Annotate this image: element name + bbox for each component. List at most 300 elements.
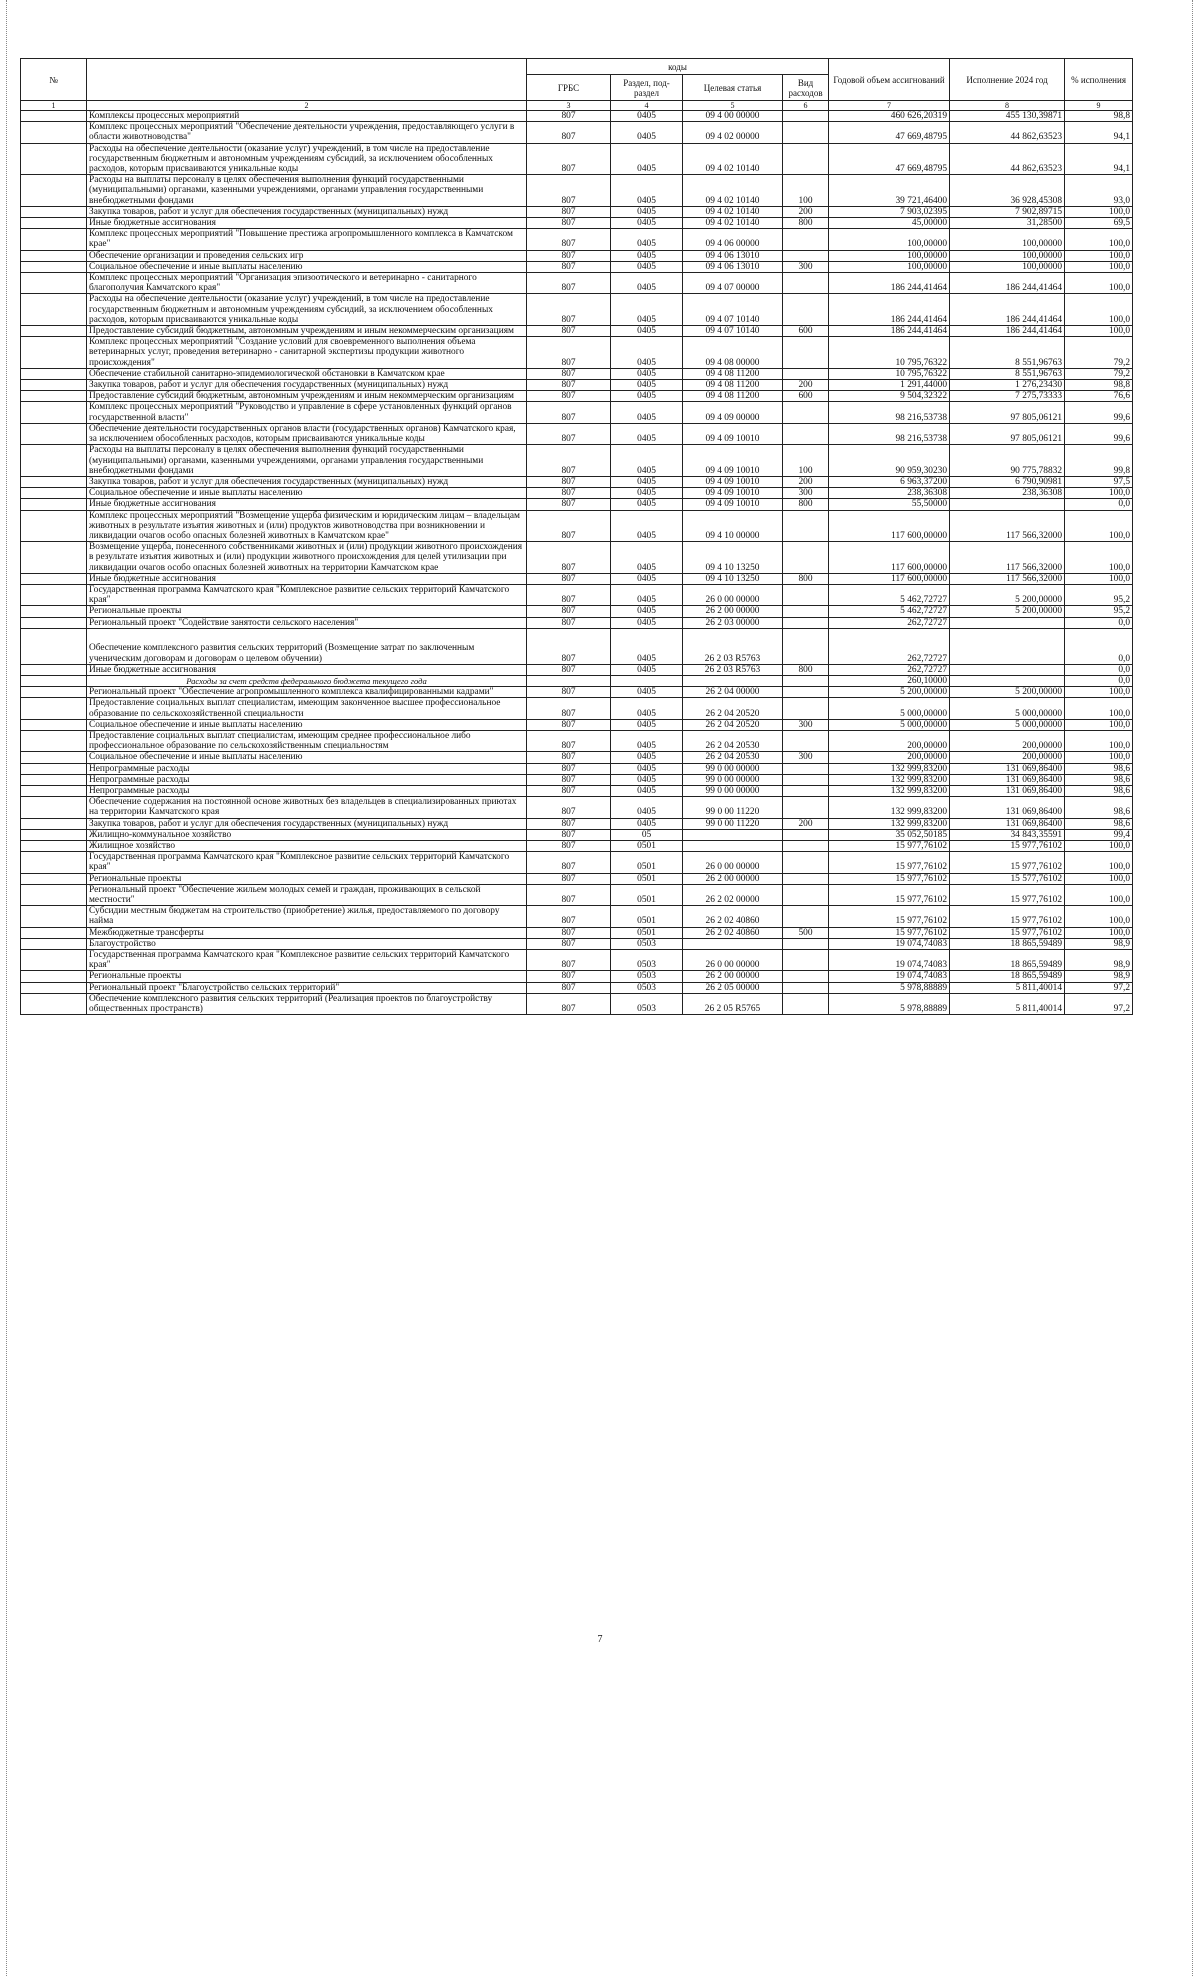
cell-grbs: 807 bbox=[527, 206, 611, 217]
cell-target-article: 26 2 04 20520 bbox=[683, 698, 783, 719]
cell-target-article: 09 4 08 11200 bbox=[683, 391, 783, 402]
cell-plan: 117 600,00000 bbox=[829, 510, 950, 542]
cell-expense-type bbox=[783, 950, 829, 971]
cell-name: Предоставление субсидий бюджетным, автономным учреждениям и иным некоммерческим организациям bbox=[87, 391, 527, 402]
cell-plan: 260,10000 bbox=[829, 675, 950, 686]
cell-pct: 100,0 bbox=[1065, 326, 1133, 337]
cell-plan: 19 074,74083 bbox=[829, 938, 950, 949]
cell-fact bbox=[950, 499, 1065, 510]
table-row bbox=[21, 927, 1133, 938]
cell-grbs: 807 bbox=[527, 687, 611, 698]
cell-fact: 5 000,00000 bbox=[950, 719, 1065, 730]
cell-expense-type bbox=[783, 698, 829, 719]
cell-expense-type bbox=[783, 584, 829, 605]
cell-name: Непрограммные расходы bbox=[87, 774, 527, 785]
cell-num bbox=[21, 785, 87, 796]
cell-plan: 5 978,88889 bbox=[829, 982, 950, 993]
cell-name: Благоустройство bbox=[87, 938, 527, 949]
cell-razdel: 0405 bbox=[611, 380, 683, 391]
cell-num bbox=[21, 664, 87, 675]
cell-plan: 19 074,74083 bbox=[829, 950, 950, 971]
cell-target-article: 09 4 02 10140 bbox=[683, 206, 783, 217]
cell-plan: 90 959,30230 bbox=[829, 445, 950, 477]
cell-plan: 5 000,00000 bbox=[829, 698, 950, 719]
cell-num bbox=[21, 488, 87, 499]
cell-razdel: 0405 bbox=[611, 229, 683, 250]
cell-name: Обеспечение стабильной санитарно-эпидемиологической обстановки в Камчатском крае bbox=[87, 368, 527, 379]
cell-pct: 100,0 bbox=[1065, 250, 1133, 261]
cell-target-article: 26 2 00 00000 bbox=[683, 606, 783, 617]
cell-expense-type bbox=[783, 906, 829, 927]
cell-expense-type bbox=[783, 730, 829, 751]
cell-grbs: 807 bbox=[527, 927, 611, 938]
colnum: 2 bbox=[87, 101, 527, 111]
cell-fact: 131 069,86400 bbox=[950, 774, 1065, 785]
cell-fact: 131 069,86400 bbox=[950, 785, 1065, 796]
cell-expense-type: 200 bbox=[783, 476, 829, 487]
cell-expense-type bbox=[783, 111, 829, 122]
cell-razdel: 0501 bbox=[611, 906, 683, 927]
cell-name: Региональные проекты bbox=[87, 873, 527, 884]
cell-name: Жилищно-коммунальное хозяйство bbox=[87, 829, 527, 840]
cell-num bbox=[21, 752, 87, 763]
cell-plan: 45,00000 bbox=[829, 218, 950, 229]
colnum: 7 bbox=[829, 101, 950, 111]
cell-target-article: 09 4 08 11200 bbox=[683, 368, 783, 379]
cell-plan: 100,00000 bbox=[829, 261, 950, 272]
cell-plan: 100,00000 bbox=[829, 250, 950, 261]
table-row bbox=[21, 841, 1133, 852]
cell-name: Социальное обеспечение и иные выплаты населению bbox=[87, 261, 527, 272]
cell-expense-type bbox=[783, 763, 829, 774]
cell-plan: 262,72727 bbox=[829, 628, 950, 664]
cell-plan: 117 600,00000 bbox=[829, 542, 950, 574]
cell-grbs: 807 bbox=[527, 122, 611, 143]
cell-pct: 98,8 bbox=[1065, 111, 1133, 122]
cell-expense-type bbox=[783, 294, 829, 326]
cell-pct: 100,0 bbox=[1065, 488, 1133, 499]
table-row bbox=[21, 628, 1133, 664]
cell-num bbox=[21, 829, 87, 840]
cell-expense-type bbox=[783, 229, 829, 250]
cell-razdel bbox=[611, 675, 683, 686]
cell-expense-type bbox=[783, 368, 829, 379]
cell-fact: 117 566,32000 bbox=[950, 573, 1065, 584]
cell-plan: 15 977,76102 bbox=[829, 884, 950, 905]
cell-pct: 93,0 bbox=[1065, 175, 1133, 207]
cell-expense-type: 500 bbox=[783, 927, 829, 938]
cell-pct: 99,4 bbox=[1065, 829, 1133, 840]
cell-target-article: 09 4 02 10140 bbox=[683, 218, 783, 229]
cell-grbs: 807 bbox=[527, 906, 611, 927]
cell-razdel: 0405 bbox=[611, 628, 683, 664]
cell-plan: 7 903,02395 bbox=[829, 206, 950, 217]
cell-expense-type bbox=[783, 273, 829, 294]
cell-fact: 15 577,76102 bbox=[950, 873, 1065, 884]
cell-target-article: 99 0 00 00000 bbox=[683, 785, 783, 796]
cell-pct: 100,0 bbox=[1065, 730, 1133, 751]
cell-pct: 76,6 bbox=[1065, 391, 1133, 402]
cell-expense-type bbox=[783, 628, 829, 664]
right-margin-line bbox=[1192, 0, 1193, 1976]
cell-expense-type bbox=[783, 993, 829, 1014]
table-row bbox=[21, 229, 1133, 250]
cell-grbs: 807 bbox=[527, 175, 611, 207]
cell-pct: 100,0 bbox=[1065, 294, 1133, 326]
cell-target-article: 26 2 04 20530 bbox=[683, 730, 783, 751]
cell-num bbox=[21, 573, 87, 584]
cell-target-article bbox=[683, 938, 783, 949]
table-row bbox=[21, 852, 1133, 873]
cell-name: Комплекс процессных мероприятий "Организация эпизоотического и ветеринарно - санитарного благополучия Камчатского края" bbox=[87, 273, 527, 294]
cell-pct: 0,0 bbox=[1065, 628, 1133, 664]
cell-num bbox=[21, 982, 87, 993]
cell-expense-type bbox=[783, 982, 829, 993]
cell-razdel: 0405 bbox=[611, 664, 683, 675]
cell-name: Предоставление социальных выплат специалистам, имеющим среднее профессиональное либо профессиональное образование по сельскохозяйственным специальностям bbox=[87, 730, 527, 751]
cell-fact: 15 977,76102 bbox=[950, 884, 1065, 905]
cell-plan: 47 669,48795 bbox=[829, 143, 950, 175]
table-row bbox=[21, 971, 1133, 982]
cell-grbs: 807 bbox=[527, 111, 611, 122]
cell-expense-type bbox=[783, 774, 829, 785]
cell-fact: 455 130,39871 bbox=[950, 111, 1065, 122]
table-row bbox=[21, 938, 1133, 949]
table-row bbox=[21, 687, 1133, 698]
table-row bbox=[21, 698, 1133, 719]
cell-target-article: 09 4 10 13250 bbox=[683, 573, 783, 584]
cell-expense-type: 800 bbox=[783, 573, 829, 584]
cell-fact: 31,28500 bbox=[950, 218, 1065, 229]
cell-fact: 5 200,00000 bbox=[950, 584, 1065, 605]
cell-target-article: 09 4 06 13010 bbox=[683, 250, 783, 261]
cell-target-article bbox=[683, 675, 783, 686]
cell-plan: 47 669,48795 bbox=[829, 122, 950, 143]
cell-name: Расходы на выплаты персоналу в целях обеспечения выполнения функций государственными (муниципальными) органами, казенными учреждениями, органами управления государственными внебюджетными фондами bbox=[87, 445, 527, 477]
cell-grbs: 807 bbox=[527, 476, 611, 487]
cell-grbs: 807 bbox=[527, 218, 611, 229]
cell-fact: 44 862,63523 bbox=[950, 122, 1065, 143]
cell-plan: 238,36308 bbox=[829, 488, 950, 499]
cell-target-article: 09 4 09 10010 bbox=[683, 423, 783, 444]
colnum: 3 bbox=[527, 101, 611, 111]
cell-grbs: 807 bbox=[527, 884, 611, 905]
cell-plan: 186 244,41464 bbox=[829, 326, 950, 337]
cell-grbs: 807 bbox=[527, 785, 611, 796]
table-row bbox=[21, 774, 1133, 785]
table-body bbox=[21, 111, 1133, 1015]
cell-razdel: 0405 bbox=[611, 785, 683, 796]
colnum: 5 bbox=[683, 101, 783, 111]
cell-pct: 98,6 bbox=[1065, 774, 1133, 785]
cell-target-article: 26 2 02 40860 bbox=[683, 927, 783, 938]
cell-pct: 98,6 bbox=[1065, 818, 1133, 829]
header-razdel: Раздел, под-раздел bbox=[611, 75, 683, 101]
table-row bbox=[21, 111, 1133, 122]
cell-fact: 200,00000 bbox=[950, 752, 1065, 763]
cell-fact: 34 843,35591 bbox=[950, 829, 1065, 840]
cell-razdel: 0405 bbox=[611, 476, 683, 487]
column-number-row bbox=[21, 101, 1133, 111]
cell-target-article: 09 4 02 10140 bbox=[683, 175, 783, 207]
cell-name: Обеспечение организации и проведения сельских игр bbox=[87, 250, 527, 261]
cell-razdel: 0405 bbox=[611, 326, 683, 337]
cell-expense-type: 200 bbox=[783, 206, 829, 217]
cell-num bbox=[21, 763, 87, 774]
cell-target-article: 09 4 07 10140 bbox=[683, 294, 783, 326]
cell-plan: 5 978,88889 bbox=[829, 993, 950, 1014]
cell-target-article: 99 0 00 00000 bbox=[683, 774, 783, 785]
cell-num bbox=[21, 380, 87, 391]
cell-num bbox=[21, 510, 87, 542]
cell-razdel: 0405 bbox=[611, 573, 683, 584]
cell-pct: 100,0 bbox=[1065, 261, 1133, 272]
cell-fact: 131 069,86400 bbox=[950, 818, 1065, 829]
cell-grbs: 807 bbox=[527, 229, 611, 250]
cell-pct: 100,0 bbox=[1065, 873, 1133, 884]
cell-target-article: 99 0 00 00000 bbox=[683, 763, 783, 774]
cell-grbs: 807 bbox=[527, 488, 611, 499]
table-row bbox=[21, 606, 1133, 617]
cell-num bbox=[21, 229, 87, 250]
cell-fact: 36 928,45308 bbox=[950, 175, 1065, 207]
cell-grbs: 807 bbox=[527, 273, 611, 294]
cell-expense-type bbox=[783, 829, 829, 840]
cell-fact bbox=[950, 675, 1065, 686]
cell-expense-type: 300 bbox=[783, 488, 829, 499]
cell-name: Государственная программа Камчатского края "Комплексное развитие сельских территорий Камчатского края" bbox=[87, 852, 527, 873]
cell-plan: 98 216,53738 bbox=[829, 423, 950, 444]
cell-target-article: 26 2 03 R5763 bbox=[683, 664, 783, 675]
cell-name: Предоставление субсидий бюджетным, автономным учреждениям и иным некоммерческим организациям bbox=[87, 326, 527, 337]
cell-name: Комплекс процессных мероприятий "Возмещение ущерба физическим и юридическим лицам – владельцам животных в результате изъятия животных и (или) продуктов животноводства при возникновении и ликвидации очагов особо опасных болезней животных в Камчатском крае" bbox=[87, 510, 527, 542]
table-row bbox=[21, 510, 1133, 542]
cell-expense-type bbox=[783, 938, 829, 949]
cell-fact: 5 811,40014 bbox=[950, 982, 1065, 993]
cell-expense-type bbox=[783, 873, 829, 884]
cell-target-article: 09 4 09 10010 bbox=[683, 499, 783, 510]
cell-fact: 117 566,32000 bbox=[950, 510, 1065, 542]
cell-num bbox=[21, 294, 87, 326]
cell-num bbox=[21, 476, 87, 487]
cell-name: Межбюджетные трансферты bbox=[87, 927, 527, 938]
cell-num bbox=[21, 122, 87, 143]
cell-num bbox=[21, 993, 87, 1014]
table-row bbox=[21, 785, 1133, 796]
cell-pct: 95,2 bbox=[1065, 606, 1133, 617]
table-row bbox=[21, 884, 1133, 905]
cell-target-article: 26 2 02 00000 bbox=[683, 884, 783, 905]
cell-target-article: 09 4 09 10010 bbox=[683, 476, 783, 487]
table-row bbox=[21, 402, 1133, 423]
table-row bbox=[21, 391, 1133, 402]
cell-fact: 44 862,63523 bbox=[950, 143, 1065, 175]
cell-pct: 79,2 bbox=[1065, 368, 1133, 379]
cell-target-article: 26 2 04 20520 bbox=[683, 719, 783, 730]
cell-grbs: 807 bbox=[527, 423, 611, 444]
table-row bbox=[21, 326, 1133, 337]
table-row bbox=[21, 445, 1133, 477]
cell-fact: 5 200,00000 bbox=[950, 606, 1065, 617]
cell-pct: 94,1 bbox=[1065, 122, 1133, 143]
page-number: 7 bbox=[597, 1634, 603, 1645]
cell-num bbox=[21, 218, 87, 229]
cell-razdel: 0405 bbox=[611, 763, 683, 774]
cell-name: Государственная программа Камчатского края "Комплексное развитие сельских территорий Камчатского края" bbox=[87, 584, 527, 605]
cell-razdel: 0405 bbox=[611, 294, 683, 326]
cell-grbs: 807 bbox=[527, 606, 611, 617]
cell-razdel: 0405 bbox=[611, 774, 683, 785]
table-row bbox=[21, 664, 1133, 675]
cell-expense-type bbox=[783, 971, 829, 982]
header-pct: % исполнения bbox=[1065, 59, 1133, 101]
cell-num bbox=[21, 884, 87, 905]
cell-grbs: 807 bbox=[527, 143, 611, 175]
table-row bbox=[21, 573, 1133, 584]
cell-plan: 132 999,83200 bbox=[829, 774, 950, 785]
cell-plan: 262,72727 bbox=[829, 617, 950, 628]
cell-name: Государственная программа Камчатского края "Комплексное развитие сельских территорий Камчатского края" bbox=[87, 950, 527, 971]
cell-pct: 100,0 bbox=[1065, 852, 1133, 873]
cell-razdel: 0405 bbox=[611, 797, 683, 818]
cell-plan: 5 462,72727 bbox=[829, 606, 950, 617]
cell-name: Комплекс процессных мероприятий "Повышение престижа агропромышленного комплекса в Камчатском крае" bbox=[87, 229, 527, 250]
cell-razdel: 0405 bbox=[611, 752, 683, 763]
cell-num bbox=[21, 687, 87, 698]
cell-expense-type: 800 bbox=[783, 499, 829, 510]
cell-name: Комплексы процессных мероприятий bbox=[87, 111, 527, 122]
cell-pct: 100,0 bbox=[1065, 229, 1133, 250]
cell-razdel: 0405 bbox=[611, 337, 683, 369]
cell-plan: 15 977,76102 bbox=[829, 873, 950, 884]
cell-grbs: 807 bbox=[527, 664, 611, 675]
cell-expense-type: 300 bbox=[783, 752, 829, 763]
cell-expense-type bbox=[783, 617, 829, 628]
cell-num bbox=[21, 774, 87, 785]
cell-pct: 100,0 bbox=[1065, 752, 1133, 763]
cell-plan: 10 795,76322 bbox=[829, 337, 950, 369]
cell-plan: 200,00000 bbox=[829, 730, 950, 751]
cell-razdel: 0501 bbox=[611, 873, 683, 884]
cell-plan: 9 504,32322 bbox=[829, 391, 950, 402]
cell-grbs: 807 bbox=[527, 380, 611, 391]
cell-pct: 0,0 bbox=[1065, 675, 1133, 686]
cell-name: Непрограммные расходы bbox=[87, 785, 527, 796]
cell-pct: 95,2 bbox=[1065, 584, 1133, 605]
cell-grbs: 807 bbox=[527, 368, 611, 379]
table-row bbox=[21, 273, 1133, 294]
cell-razdel: 0501 bbox=[611, 852, 683, 873]
cell-expense-type bbox=[783, 542, 829, 574]
table-row bbox=[21, 122, 1133, 143]
header-num: № bbox=[21, 59, 87, 101]
cell-name: Расходы на выплаты персоналу в целях обеспечения выполнения функций государственными (муниципальными) органами, казенными учреждениями, органами управления государственными внебюджетными фондами bbox=[87, 175, 527, 207]
cell-target-article: 09 4 06 13010 bbox=[683, 261, 783, 272]
cell-expense-type: 200 bbox=[783, 380, 829, 391]
cell-grbs: 807 bbox=[527, 873, 611, 884]
cell-grbs: 807 bbox=[527, 719, 611, 730]
cell-grbs: 807 bbox=[527, 250, 611, 261]
cell-fact: 6 790,90981 bbox=[950, 476, 1065, 487]
cell-num bbox=[21, 111, 87, 122]
cell-grbs: 807 bbox=[527, 326, 611, 337]
cell-razdel: 0503 bbox=[611, 950, 683, 971]
table-row bbox=[21, 982, 1133, 993]
cell-grbs: 807 bbox=[527, 774, 611, 785]
cell-plan: 186 244,41464 bbox=[829, 273, 950, 294]
cell-fact: 200,00000 bbox=[950, 730, 1065, 751]
cell-grbs: 807 bbox=[527, 261, 611, 272]
cell-plan: 132 999,83200 bbox=[829, 818, 950, 829]
cell-pct: 100,0 bbox=[1065, 542, 1133, 574]
cell-target-article: 09 4 08 11200 bbox=[683, 380, 783, 391]
table-row bbox=[21, 763, 1133, 774]
header-fact: Исполнение 2024 год bbox=[950, 59, 1065, 101]
cell-target-article: 99 0 00 11220 bbox=[683, 818, 783, 829]
cell-fact: 8 551,96763 bbox=[950, 337, 1065, 369]
cell-expense-type: 300 bbox=[783, 719, 829, 730]
cell-num bbox=[21, 273, 87, 294]
cell-num bbox=[21, 261, 87, 272]
cell-num bbox=[21, 818, 87, 829]
cell-fact: 186 244,41464 bbox=[950, 273, 1065, 294]
cell-pct: 100,0 bbox=[1065, 719, 1133, 730]
cell-razdel: 0503 bbox=[611, 971, 683, 982]
cell-plan: 15 977,76102 bbox=[829, 906, 950, 927]
cell-name: Социальное обеспечение и иные выплаты населению bbox=[87, 488, 527, 499]
cell-expense-type: 800 bbox=[783, 664, 829, 675]
colnum: 8 bbox=[950, 101, 1065, 111]
table-row bbox=[21, 499, 1133, 510]
cell-razdel: 0405 bbox=[611, 606, 683, 617]
cell-fact: 100,00000 bbox=[950, 261, 1065, 272]
cell-expense-type bbox=[783, 797, 829, 818]
cell-target-article: 26 2 05 00000 bbox=[683, 982, 783, 993]
cell-razdel: 0405 bbox=[611, 719, 683, 730]
cell-pct: 98,6 bbox=[1065, 785, 1133, 796]
cell-num bbox=[21, 143, 87, 175]
cell-target-article: 26 2 00 00000 bbox=[683, 873, 783, 884]
cell-num bbox=[21, 250, 87, 261]
cell-target-article: 09 4 02 00000 bbox=[683, 122, 783, 143]
cell-pct: 99,6 bbox=[1065, 402, 1133, 423]
cell-expense-type bbox=[783, 606, 829, 617]
cell-grbs: 807 bbox=[527, 337, 611, 369]
cell-plan: 132 999,83200 bbox=[829, 763, 950, 774]
table-row bbox=[21, 752, 1133, 763]
table-row bbox=[21, 584, 1133, 605]
budget-table-frame bbox=[20, 58, 1132, 1015]
cell-name: Закупка товаров, работ и услуг для обеспечения государственных (муниципальных) нужд bbox=[87, 206, 527, 217]
cell-expense-type bbox=[783, 510, 829, 542]
cell-razdel: 0405 bbox=[611, 542, 683, 574]
cell-fact: 186 244,41464 bbox=[950, 294, 1065, 326]
cell-plan: 200,00000 bbox=[829, 752, 950, 763]
cell-expense-type bbox=[783, 785, 829, 796]
cell-pct: 97,2 bbox=[1065, 982, 1133, 993]
cell-plan: 460 626,20319 bbox=[829, 111, 950, 122]
cell-target-article bbox=[683, 841, 783, 852]
cell-plan: 35 052,50185 bbox=[829, 829, 950, 840]
colnum: 4 bbox=[611, 101, 683, 111]
cell-num bbox=[21, 175, 87, 207]
cell-razdel: 0501 bbox=[611, 884, 683, 905]
cell-razdel: 0405 bbox=[611, 218, 683, 229]
table-row bbox=[21, 950, 1133, 971]
cell-num bbox=[21, 797, 87, 818]
cell-num bbox=[21, 730, 87, 751]
cell-plan: 15 977,76102 bbox=[829, 852, 950, 873]
